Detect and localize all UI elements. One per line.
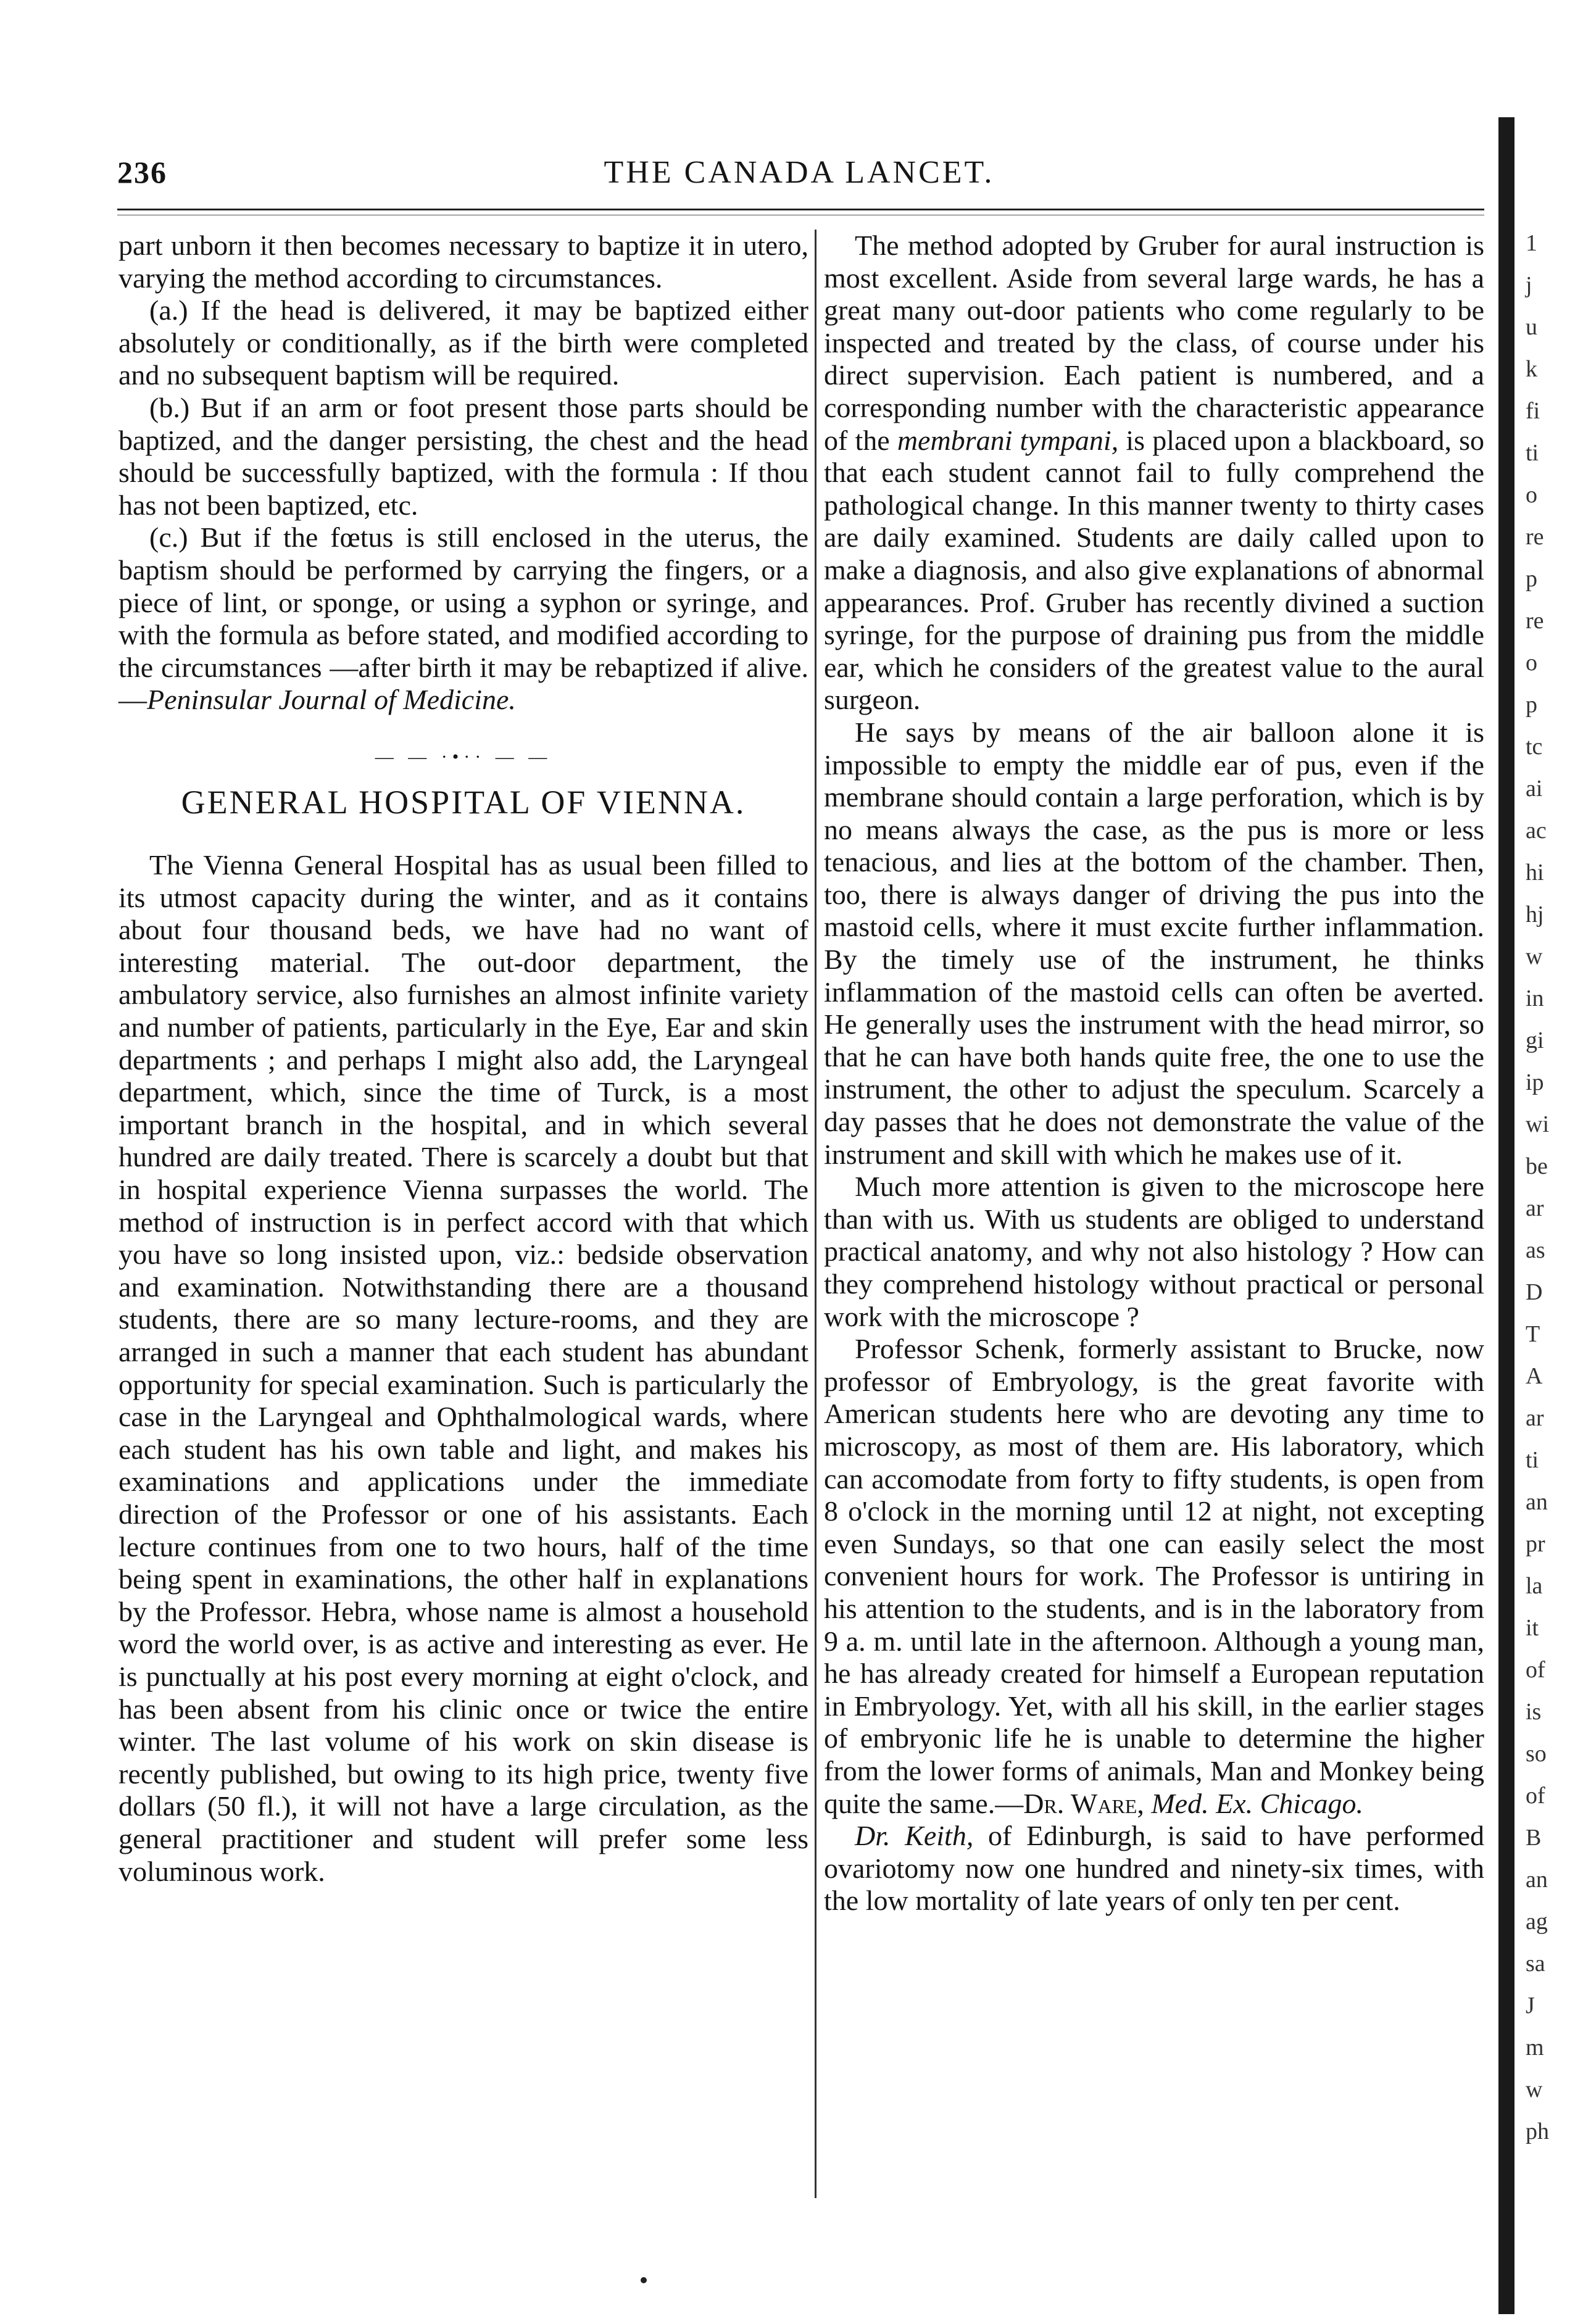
bleed-fragment: an xyxy=(1526,1867,1548,1893)
bleed-fragment: ip xyxy=(1526,1069,1544,1095)
bottom-mark xyxy=(641,2277,647,2283)
bleed-fragment: 1 xyxy=(1526,230,1537,256)
bleed-fragment: an xyxy=(1526,1489,1548,1515)
bleed-fragment: ac xyxy=(1526,818,1547,844)
bleed-fragment: T xyxy=(1526,1321,1540,1347)
air-balloon-paragraph: He says by means of the air balloon alone it is impossible to empty the middle ear of pus, even if the membrane should contain a large perforation, which is by no means always the case, as the pus is more or less tenacious, and lies at the bottom of the chamber. Then, too, there is always danger of driving the pus into the mastoid cells, where it must excite further inflammation. By the timely use of the instrument, he thinks inflammation of the mastoid cells can often be averted. He generally uses the instrument with the head mirror, so that he can have both hands quite free, the one to use the instrument, the other to adjust the speculum. Scarcely a day passes that he does not demonstrate the value of the instrument and skill with which he makes use of it. xyxy=(824,716,1484,1170)
header-rule xyxy=(117,209,1484,210)
bleed-fragment: ti xyxy=(1526,1447,1539,1473)
section-heading: GENERAL HOSPITAL OF VIENNA. xyxy=(181,783,746,821)
page-number: 236 xyxy=(117,155,167,189)
bleed-fragment: D xyxy=(1526,1279,1543,1305)
bleed-fragment: of xyxy=(1526,1657,1545,1683)
paragraph-a: (a.) If the head is delivered, it may be baptized either absolutely or conditionally, as if the birth were completed and no subsequent baptism will be required. xyxy=(118,294,808,391)
paragraph-c-source: Peninsular Journal of Medicine. xyxy=(147,684,516,716)
schenk-paragraph xyxy=(824,1333,1484,1820)
page-header xyxy=(117,154,1481,197)
bleed-fragment: J xyxy=(1526,1993,1535,2019)
bleed-fragment: ai xyxy=(1526,776,1543,802)
keith-text: of Edinburgh, is said to have performed ovariotomy now one hundred and ninety-six times, with the low mortality of late years of only ten per cent. xyxy=(824,1820,1484,1917)
bleed-fragment: tc xyxy=(1526,734,1543,760)
bleed-fragment: hj xyxy=(1526,902,1544,928)
schenk-text: Professor Schenk, formerly assistant to Brucke, now professor of Embryology, is the great favorite with American students here who are devoting any time to microscopy, as most of them are. His laboratory, which can accomodate from forty to fifty students, is open from 8 o'clock in the morning until 12 at night, not excepting even Sundays, so that one can easily select the most convenient hours for work. The Professor is untiring in his attention to the students, and is in the laboratory from 9 a. m. until late in the afternoon. Although a young man, he has already created for himself a European reputation in Embryology. Yet, with all his skill, in the earlier stages of embryonic life he is unable to determine the higher from the lower forms of animals, Man and Monkey being quite the same.— xyxy=(824,1333,1484,1819)
bleed-fragment: as xyxy=(1526,1237,1545,1263)
bleed-fragment: ar xyxy=(1526,1195,1544,1221)
bleed-fragment: sa xyxy=(1526,1951,1545,1977)
bleed-fragment: la xyxy=(1526,1573,1543,1599)
bleed-fragment: of xyxy=(1526,1783,1545,1809)
section-ornament: — — ·•·· — — xyxy=(375,746,552,767)
bleed-fragment: w xyxy=(1526,2077,1543,2102)
vienna-paragraph: The Vienna General Hospital has as usual been filled to its utmost capacity during the winter, and as it contains about four thousand beds, we have had no want of interesting material. The out-door department, the ambulatory service, also furnishes an almost infinite variety and number of patients, particularly in the Eye, Ear and skin departments ; and perhaps I might also add, the Laryngeal department, which, since the time of Turck, is a most important branch in the hospital, and in which several hundred are daily treated. There is scarcely a doubt but that in hospital experience Vienna surpasses the world. The method of instruction is in perfect accord with that which you have so long insisted upon, viz.: bedside observation and examination. Notwithstanding there are a thousand students, there are so many lecture-rooms, and they are arranged in such a manner that each student has abundant opportunity for special examination. Such is particularly the case in the Laryngeal and Ophthalmological wards, where each student has his own table and light, and makes his examinations and applications under the immediate direction of the Professor or one of his assistants. Each lecture continues from one to two hours, half of the time being spent in examinations, the other half in explanations by the Professor. Hebra, whose name is almost a household word the world over, is as active and interesting as ever. He is punctually at his post every morning at eight o'clock, and has been absent from his clinic once or twice the entire winter. The last volume of his work on skin disease is recently published, but owing to its high price, twenty five dollars (50 fl.), it will not have a large circulation, as the general practitioner and student will prefer some less voluminous work. xyxy=(118,849,808,1887)
bleed-fragment: u xyxy=(1526,314,1537,340)
bleed-fragment: o xyxy=(1526,650,1537,676)
bleed-fragment: be xyxy=(1526,1153,1548,1179)
bleed-fragment: is xyxy=(1526,1699,1542,1725)
bleed-fragment: hi xyxy=(1526,860,1544,886)
binding-gutter xyxy=(1498,117,1514,2314)
bleed-fragment: gi xyxy=(1526,1027,1544,1053)
running-title: THE CANADA LANCET. xyxy=(604,155,995,190)
bleed-fragment: o xyxy=(1526,482,1537,508)
continued-paragraph: part unborn it then becomes necessary to baptize it in utero, varying the method according to circumstances. xyxy=(118,230,808,294)
gruber-text-rest: is placed upon a blackboard, so that each student cannot fail to fully comprehend the pathological change. In this manner twenty to thirty cases are daily examined. Students are daily called upon to make a diagnosis, and also give explanations of abnormal appearances. Prof. Gruber has recently divined a suction syringe, for the purpose of draining pus from the middle ear, which he considers of the greatest value to the aural surgeon. xyxy=(824,424,1485,716)
gruber-text: The method adopted by Gruber for aural instruction is most excellent. Aside from several large wards, he has a great many out-door patients who come regularly to be inspected and treated by the class, of course under his direct supervision. Each patient is numbered, and a corresponding number with the characteristic appearance of the xyxy=(824,230,1484,456)
column-divider xyxy=(815,230,816,2198)
keith-paragraph xyxy=(824,1820,1484,1917)
bleed-fragment: k xyxy=(1526,356,1537,382)
gruber-italic-term: membrani tympani, xyxy=(897,424,1119,456)
bleed-fragment: wi xyxy=(1526,1111,1549,1137)
schenk-source: Med. Ex. Chicago. xyxy=(1151,1787,1363,1819)
bleed-fragment: so xyxy=(1526,1741,1547,1767)
bleed-fragment: m xyxy=(1526,2035,1544,2060)
bleed-fragment: it xyxy=(1526,1615,1539,1641)
microscope-paragraph: Much more attention is given to the microscope here than with us. With us students are obliged to understand practical anatomy, and why not also histology ? How can they comprehend histology without practical or personal work with the microscope ? xyxy=(824,1171,1484,1332)
bleed-fragment: p xyxy=(1526,692,1537,718)
bleed-fragment: p xyxy=(1526,566,1537,592)
bleed-fragment: re xyxy=(1526,608,1544,634)
bleed-fragment: in xyxy=(1526,986,1544,1011)
bleed-fragment: fi xyxy=(1526,398,1540,424)
paragraph-c xyxy=(118,521,808,716)
bleed-fragment: ph xyxy=(1526,2119,1549,2144)
bleed-fragment: ti xyxy=(1526,440,1539,466)
gruber-paragraph xyxy=(824,230,1484,716)
left-column xyxy=(118,230,808,1888)
paragraph-c-text: (c.) But if the fœtus is still enclosed in the uterus, the baptism should be performed by carrying the fingers, or a piece of lint, or sponge, or using a syphon or syringe, and with the formula as before stated, and modified according to the circumstances —after birth it may be rebaptized if alive.— xyxy=(118,521,808,716)
bleed-fragment: j xyxy=(1526,272,1532,298)
bleed-fragment: pr xyxy=(1526,1531,1545,1557)
bleed-fragment: B xyxy=(1526,1825,1542,1851)
bleed-fragment: re xyxy=(1526,524,1544,550)
schenk-signature: Dr. Ware, xyxy=(1023,1787,1144,1819)
paragraph-b: (b.) But if an arm or foot present those parts should be baptized, and the danger persisting, the chest and the head should be successfully baptized, with the formula : If thou has not been baptized, etc. xyxy=(118,391,808,521)
bleed-fragment: A xyxy=(1526,1363,1543,1389)
bleed-fragment: w xyxy=(1526,944,1543,969)
keith-name: Dr. Keith, xyxy=(855,1820,974,1852)
bleed-through-margin xyxy=(1526,222,1569,2259)
right-column xyxy=(824,230,1484,1917)
bleed-fragment: ag xyxy=(1526,1909,1548,1935)
bleed-fragment: ar xyxy=(1526,1405,1544,1431)
